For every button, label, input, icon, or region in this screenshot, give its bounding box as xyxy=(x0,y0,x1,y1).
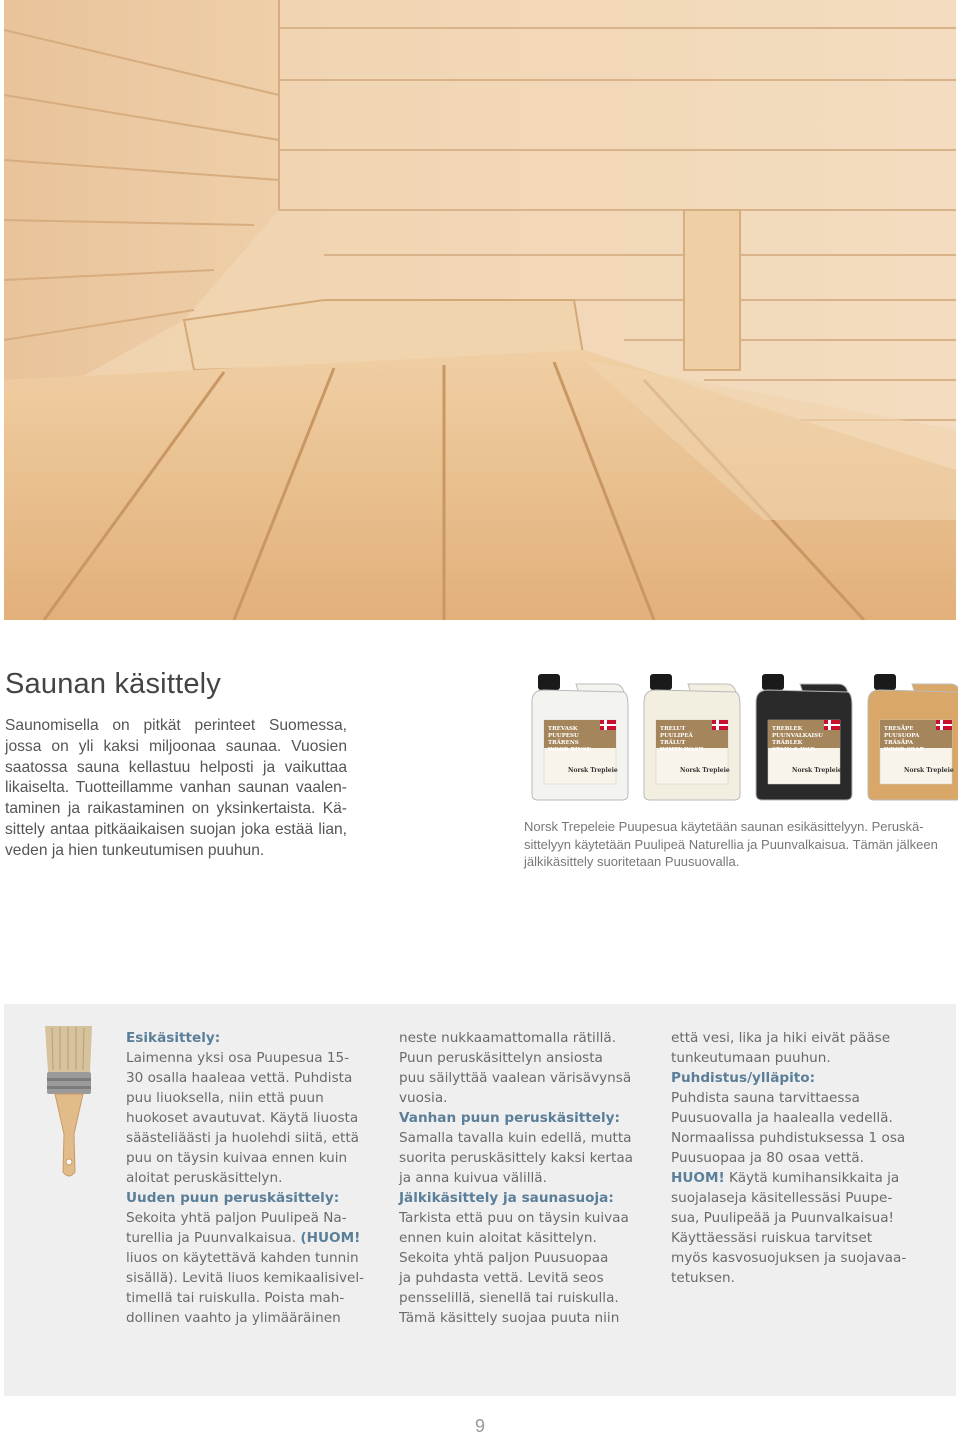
canister xyxy=(756,674,852,800)
body-line: dollinen vaahto ja ylimääräinen xyxy=(126,1310,341,1326)
body-line: Puhdista sauna tarvittaessa xyxy=(671,1090,860,1106)
canister-label-line: STAIN & WAX xyxy=(772,747,815,753)
caption-line: Norsk Trepeleie Puupesua käytetään saunan esikäsittelyyn. Peruskä- xyxy=(524,819,924,834)
body-line: Puusuovalla ja haalealla vedellä. xyxy=(671,1110,893,1126)
body-line: säästeliäästi ja huolehdi siitä, että xyxy=(126,1130,359,1146)
canister-label-line: TRESÅPE xyxy=(884,726,914,732)
body-line: Laimenna yksi osa Puupesua 15- xyxy=(126,1050,350,1066)
body-line: puu säilyttää vaalean värisävynsä xyxy=(399,1070,632,1086)
canister xyxy=(868,674,958,800)
body-line: Tarkista että puu on täysin kuivaa xyxy=(399,1210,629,1226)
body-line: Käyttäessäsi ruiskua tarvitset xyxy=(671,1230,873,1246)
body-line: aloitat peruskäsittelyn. xyxy=(126,1170,283,1186)
body-line: Puusuopaa ja 80 osaa vettä. xyxy=(671,1150,864,1166)
canister-label-line: PUUNVALKAISU xyxy=(772,733,823,739)
canister-brand: Norsk Trepleie xyxy=(792,767,842,774)
instructions-column-3 xyxy=(671,1028,936,1288)
body-line: pensselillä, sienellä tai ruiskulla. xyxy=(399,1290,619,1306)
body-line: neste nukkaamattomalla rätillä. xyxy=(399,1030,617,1046)
canister-brand: Norsk Trepleie xyxy=(568,767,618,774)
body-line: suorita peruskäsittely kaksi kertaa xyxy=(399,1150,633,1166)
canister-label-line: TRÄLUT xyxy=(660,740,686,746)
body-line: tetuksen. xyxy=(671,1270,735,1286)
body-line: huokoset avautuvat. Käytä liuosta xyxy=(126,1110,359,1126)
caption-line: sittelyyn käytetään Puulipeä Naturellia ja Puunvalkaisua. Tämän jälkeen xyxy=(524,836,938,852)
caption-line: jälkikäsittely suoritetaan Puusuovalla. xyxy=(524,854,740,869)
canister xyxy=(644,674,740,800)
body-line: sua, Puulipeää ja Puunvalkaisua! xyxy=(671,1210,894,1226)
intro-line: jossa on yli kaksi miljoonaa saunaa. Vuosien xyxy=(5,737,347,755)
section-heading: Puhdistus/ylläpito: xyxy=(671,1070,816,1086)
body-line: ja anna kuivua välillä. xyxy=(399,1170,547,1186)
instructions-column-2 xyxy=(399,1028,664,1328)
section-heading: Vanhan puun peruskäsittely: xyxy=(399,1110,620,1126)
canister-label-line: TRÄSÅPA xyxy=(884,740,914,746)
page-title: Saunan käsittely xyxy=(5,668,221,700)
body-line: timellä tai ruiskulla. Poista mah- xyxy=(126,1290,345,1306)
intro-line: sittely antaa pitkäaikaisen suojan joka estää lian, xyxy=(5,820,347,838)
body-line: suojalaseja käsitellessäsi Puupe- xyxy=(671,1190,893,1206)
canister-label-line: TRÄRENS xyxy=(548,740,579,746)
section-heading: Uuden puun peruskäsittely: xyxy=(126,1190,340,1206)
canister-label-line: TREBLEK xyxy=(772,726,803,732)
body-line: Puun peruskäsittelyn ansiosta xyxy=(399,1050,603,1066)
product-canisters xyxy=(522,672,958,804)
intro-line: veden ja hien tunkeutumisen puuhun. xyxy=(5,841,265,859)
intro-line: taminen ja raikastaminen on yksinkertaista. Kä- xyxy=(5,800,347,818)
canister-label-line: TRÄBLEK xyxy=(772,740,803,746)
body-line: tunkeutumaan puuhun. xyxy=(671,1050,831,1066)
body-line: puu on täysin kuivaa ennen kuin xyxy=(126,1150,348,1166)
canister-brand: Norsk Trepleie xyxy=(680,767,730,774)
body-line: turellia ja Puunvalkaisua. (HUOM! xyxy=(126,1230,361,1246)
section-heading: Jälkikäsittely ja saunasuoja: xyxy=(399,1190,614,1206)
canister-label-line: WOOD SOAP xyxy=(884,747,924,753)
intro-line: Saunomisella on pitkät perinteet Suomessa, xyxy=(5,717,347,734)
paintbrush-icon xyxy=(40,1022,98,1182)
body-line: vuosia. xyxy=(399,1090,448,1106)
body-line: Sekoita yhtä paljon Puulipeä Na- xyxy=(126,1210,347,1226)
body-line: sisällä). Levitä liuos kemikaalisivel- xyxy=(126,1270,365,1286)
body-line: että vesi, lika ja hiki eivät pääse xyxy=(671,1030,891,1046)
canister-label-line: PUUPESU xyxy=(548,733,579,739)
intro-line: saatossa sauna kellastuu helposti ja vaikuttaa xyxy=(5,758,347,776)
canister-label-line: WOOD RINSE xyxy=(548,747,591,753)
body-line: Samalla tavalla kuin edellä, mutta xyxy=(399,1130,632,1146)
body-line: Tämä käsittely suojaa puuta niin xyxy=(399,1310,620,1326)
body-line: ja puhdasta vettä. Levitä seos xyxy=(399,1270,604,1286)
product-caption xyxy=(524,818,958,871)
body-line: ennen kuin aloitat käsittelyn. xyxy=(399,1230,597,1246)
instructions-column-1 xyxy=(126,1028,391,1328)
body-line: myös kasvosuojuksen ja suojavaa- xyxy=(671,1250,907,1266)
canister-label-line: WHITE WASH xyxy=(660,747,704,753)
canister xyxy=(532,674,628,800)
body-line: liuos on käytettävä kahden tunnin xyxy=(126,1250,359,1266)
sauna-photo xyxy=(4,0,956,620)
canister-label-line: TRELUT xyxy=(660,726,686,732)
intro-paragraph xyxy=(5,716,347,862)
body-line: puu liuoksella, niin että puun xyxy=(126,1090,324,1106)
page-number: 9 xyxy=(474,1416,485,1436)
canister-label-line: TREVASK xyxy=(548,726,578,732)
body-line: Sekoita yhtä paljon Puusuopaa xyxy=(399,1250,609,1266)
canister-label-line: PUUSUOPA xyxy=(884,733,920,739)
body-line: 30 osalla haaleaa vettä. Puhdista xyxy=(126,1070,353,1086)
section-heading: Esikäsittely: xyxy=(126,1030,221,1046)
canister-label-line: PUULIPEÄ xyxy=(660,733,693,739)
canister-brand: Norsk Trepleie xyxy=(904,767,954,774)
body-line: Normaalissa puhdistuksessa 1 osa xyxy=(671,1130,906,1146)
intro-line: likaiselta. Tuotteillamme vanhan saunan vaalen- xyxy=(5,779,347,797)
body-line: HUOM! Käytä kumihansikkaita ja xyxy=(671,1170,900,1186)
